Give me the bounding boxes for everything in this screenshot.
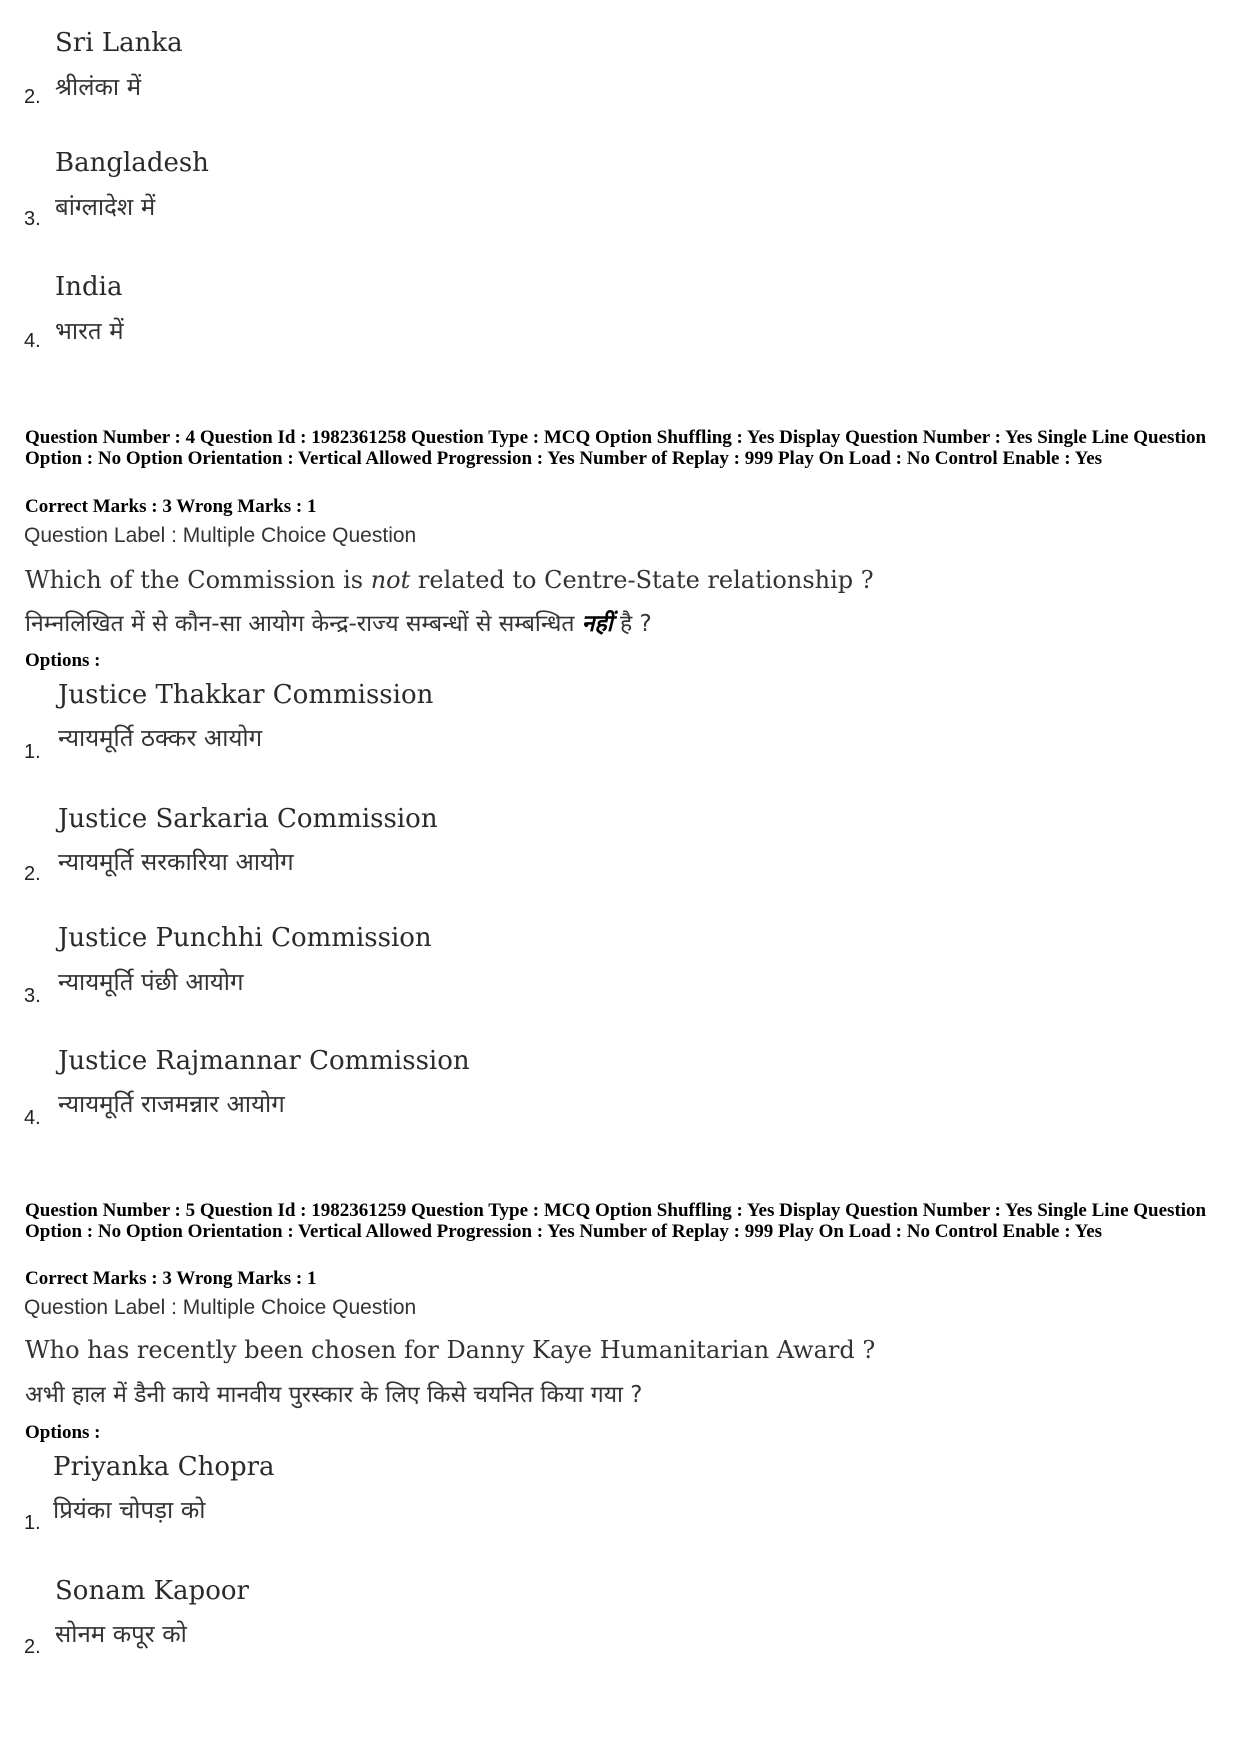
question-5-option-2-number: 2. bbox=[24, 1636, 41, 1658]
question-4-label: Question Label : Multiple Choice Question bbox=[24, 524, 417, 547]
question-4-text-hindi: निम्नलिखित में से कौन-सा आयोग केन्द्र-राज्य सम्बन्धों से सम्बन्धित नहीं है ? bbox=[25, 611, 652, 637]
question-4-text-english: Which of the Commission is not related to Centre-State relationship ? bbox=[25, 566, 874, 594]
question-5-option-2-hindi: सोनम कपूर को bbox=[55, 1620, 187, 1648]
question-4-meta: Question Number : 4 Question Id : 1982361258 Question Type : MCQ Option Shuffling : Yes Display Question Number : Yes Single Line Question Option : No Option Orientation : Vertical Allowed Progression : Yes Number of Replay : 999 Play On Load : No Control Enable : Yes bbox=[25, 427, 1207, 469]
prev-option-4-number: 4. bbox=[24, 330, 41, 352]
question-4-options-title: Options : bbox=[25, 650, 101, 671]
question-5-option-1-english: Priyanka Chopra bbox=[53, 1452, 275, 1482]
question-4-marks: Correct Marks : 3 Wrong Marks : 1 bbox=[25, 496, 317, 517]
question-4-option-2-number: 2. bbox=[24, 863, 41, 885]
question-4-option-1-number: 1. bbox=[24, 741, 41, 763]
question-4-option-4-english: Justice Rajmannar Commission bbox=[58, 1046, 470, 1076]
question-5-label: Question Label : Multiple Choice Question bbox=[24, 1296, 417, 1319]
prev-option-3-number: 3. bbox=[24, 208, 41, 230]
prev-option-2-number: 2. bbox=[24, 86, 41, 108]
question-4-option-4-hindi: न्यायमूर्ति राजमन्नार आयोग bbox=[58, 1090, 285, 1118]
question-4-emphasis-nahi: नहीं bbox=[581, 611, 613, 637]
question-5-marks: Correct Marks : 3 Wrong Marks : 1 bbox=[25, 1268, 317, 1289]
prev-option-2-english: Bangladesh bbox=[55, 148, 209, 178]
question-4-option-2-english: Justice Sarkaria Commission bbox=[58, 804, 438, 834]
question-5-options-title: Options : bbox=[25, 1422, 101, 1443]
question-4-option-1-english: Justice Thakkar Commission bbox=[58, 680, 434, 710]
question-5-option-2-english: Sonam Kapoor bbox=[55, 1576, 249, 1606]
question-4-option-1-hindi: न्यायमूर्ति ठक्कर आयोग bbox=[58, 724, 263, 752]
question-4-option-2-hindi: न्यायमूर्ति सरकारिया आयोग bbox=[58, 848, 294, 876]
question-5-option-1-number: 1. bbox=[24, 1512, 41, 1534]
prev-option-3-hindi: भारत में bbox=[55, 317, 124, 345]
question-4-option-3-number: 3. bbox=[24, 985, 41, 1007]
question-4-option-3-hindi: न्यायमूर्ति पंछी आयोग bbox=[58, 968, 244, 996]
prev-option-1-english: Sri Lanka bbox=[55, 28, 183, 58]
question-5-text-hindi: अभी हाल में डैनी काये मानवीय पुरस्कार के लिए किसे चयनित किया गया ? bbox=[25, 1382, 643, 1408]
prev-option-1-hindi: श्रीलंका में bbox=[55, 73, 142, 101]
question-4-option-4-number: 4. bbox=[24, 1107, 41, 1129]
question-5-meta: Question Number : 5 Question Id : 1982361259 Question Type : MCQ Option Shuffling : Yes Display Question Number : Yes Single Line Question Option : No Option Orientation : Vertical Allowed Progression : Yes Number of Replay : 999 Play On Load : No Control Enable : Yes bbox=[25, 1200, 1207, 1242]
prev-option-2-hindi: बांग्लादेश में bbox=[55, 193, 156, 221]
question-5-text-english: Who has recently been chosen for Danny Kaye Humanitarian Award ? bbox=[25, 1336, 876, 1364]
question-4-emphasis-not: not bbox=[370, 566, 411, 594]
question-4-option-3-english: Justice Punchhi Commission bbox=[58, 923, 432, 953]
prev-option-3-english: India bbox=[55, 272, 123, 302]
question-5-option-1-hindi: प्रियंका चोपड़ा को bbox=[53, 1496, 206, 1524]
